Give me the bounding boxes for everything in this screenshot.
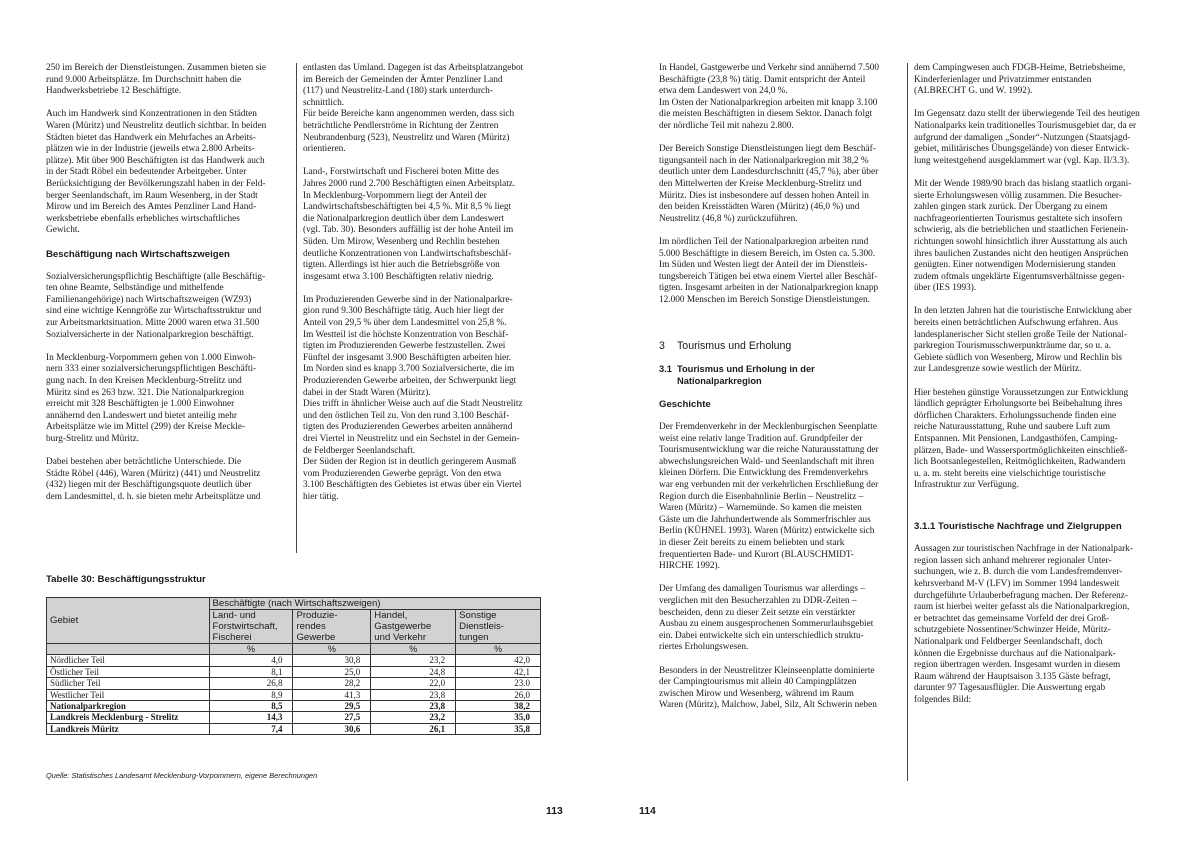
table-cell-value: 30,8 xyxy=(293,655,371,666)
table-super-header: Beschäftigte (nach Wirtschaftszweigen) xyxy=(209,598,540,610)
table-row xyxy=(47,678,541,689)
left-column-2 xyxy=(303,63,545,504)
subsection-number: 3.1 xyxy=(659,364,672,375)
chapter-number: 3 xyxy=(659,340,665,353)
table-cell-value: 24,8 xyxy=(371,666,456,677)
table-cell-value: 35,8 xyxy=(456,723,541,734)
paragraph: Im nördlichen Teil der Nationalparkregion arbeiten rund 5.000 Beschäftigte in diesem Bereich, im Osten ca. 5.300. Im Süden und Westen liegt der Anteil der im Dienstleis- tungsbereich Tätigen bei etwa einem Viertel aller Beschäf- tigten. Insgesamt arbeiten in der Nationalparkregion knapp 12.000 Menschen im Bereich Sonstige Dienstleistungen. xyxy=(659,236,879,305)
table-source-note: Quelle: Statistisches Landesamt Mecklenburg-Vorpommern, eigene Berechnungen xyxy=(46,771,318,780)
paragraph: Auch im Handwerk sind Konzentrationen in den Städten Waren (Müritz) und Neustrelitz deutlich sichtbar. In beiden Städten bietet das Handwerk ein Mehrfaches an Arbeits- plätzen wie in der Industrie (jeweils etwa 2.800 Arbeits- plätze). Mit über 900 Beschäftigten ist das Handwerk auch in der Stadt Röbel ein bedeutender Arbeitgeber. Unter Berücksichtigung der Bevölkerungszahl haben in der Feld- berger Seenlandschaft, im Raum Wesenberg, in der Stadt Mirow und im Bereich des Amtes Penzliner Land Hand- werksbetriebe ebenfalls erhebliches wirtschaftliches Gewicht. xyxy=(46,109,267,236)
table-cell-value: 8,1 xyxy=(209,666,293,677)
table-cell-value: 38,2 xyxy=(456,701,541,712)
section-heading: Beschäftigung nach Wirtschaftszweigen xyxy=(46,248,230,260)
table-row xyxy=(47,655,541,666)
paragraph: dem Campingwesen auch FDGB-Heime, Betriebsheime, Kinderferienlager und Privatzimmer entstanden (ALBRECHT G. und W. 1992). xyxy=(914,63,1126,97)
paragraph: Land-, Forstwirtschaft und Fischerei boten Mitte des Jahres 2000 rund 2.700 Beschäftigten einen Arbeitsplatz. In Mecklenburg-Vorpommern liegt der Anteil der Landwirtschaftsbeschäftigten bei 4,5 %. Mit 8,5 % liegt die Nationalparkregion deutlich über dem Landeswert (vgl. Tab. 30). Besonders auffällig ist der hohe Anteil im Süden. Um Mirow, Wesenberg und Rechlin bestehen deutliche Konzentrationen von Landwirtschaftsbeschäf- tigten. Allerdings ist hier auch die Betriebsgröße von insgesamt etwa 3.100 Beschäftigten relativ niedrig. xyxy=(303,167,516,282)
paragraph: Im Produzierenden Gewerbe sind in der Nationalparkre- gion rund 9.300 Beschäftigte tätig. Auch hier liegt der Anteil von 29,5 % über dem Landesmittel von 25,8 %. Im Westteil ist die höchste Konzentration von Beschäf- tigten im Produzierenden Gewerbe festzustellen. Zwei Fünftel der insgesamt 3.900 Beschäftigten arbeiten hier. Im Norden sind es knapp 3.700 Sozialversicherte, die im Produzierenden Gewerbe arbeiten, der Schwerpunkt liegt dabei in der Stadt Waren (Müritz). Dies trifft in ähnlicher Weise auch auf die Stadt Neustrelitz und den östlichen Teil zu. Von den rund 3.100 Beschäf- tigten des Produzierenden Gewerbes arbeiten annähernd drei Viertel in Neustrelitz und ein Sechstel in der Gemein- de Feldberger Seenlandschaft. Der Süden der Region ist in deutlich geringerem Ausmaß vom Produzierenden Gewerbe geprägt. Von den etwa 3.100 Beschäftigten des Gebietes ist etwas über ein Viertel hier tätig. xyxy=(303,294,523,502)
column-divider xyxy=(296,63,297,553)
table-row xyxy=(47,712,541,723)
table-row xyxy=(47,701,541,712)
table-cell-value: 23,2 xyxy=(371,655,456,666)
table-cell-value: 8,5 xyxy=(209,701,293,712)
paragraph: In den letzten Jahren hat die touristische Entwicklung aber bereits einen beträchtlichen Aufschwung erfahren. Aus landesplanerischer Sicht stellen große Teile der National- parkregion Tourismusschwerpunkträume dar, so u. a. Gebiete südlich von Wesenberg, Mirow und Rechlin bis zur Landesgrenze sowie westlich der Müritz. xyxy=(914,306,1132,375)
table-cell-value: 23.0 xyxy=(456,678,541,689)
paragraph: Der Umfang des damaligen Tourismus war allerdings – verglichen mit den Besucherzahlen zu DDR-Zeiten – bescheiden, denn zu dieser Zeit setzte ein verstärkter Ausbau zu einem ausgesprochenen Sommerurlaubsgebiet ein. Dabei entwickelte sich ein unterschiedlich struktu- riertes Erholungswesen. xyxy=(659,584,874,653)
page-number-right: 114 xyxy=(639,806,656,817)
table-cell-value: 26,8 xyxy=(209,678,293,689)
paragraph: Der Fremdenverkehr in der Mecklenburgischen Seenplatte weist eine relativ lange Tradition auf. Grundpfeiler der Tourismusentwicklung war die reiche Naturausstattung der abwechslungsreichen Wald- und Seenlandschaft mit ihren kleinen Dörfern. Die Entwicklung des Fremdenverkehrs war eng verbunden mit der verkehrlichen Erschließung der Region durch die Eisenbahnlinie Berlin – Neustrelitz – Waren (Müritz) – Warnemünde. So kamen die meisten Gäste um die Jahrhundertwende als Sommerfrischler aus Berlin (KÜHNEL 1993). Waren (Müritz) entwickelte sich in dieser Zeit bereits zu einem beliebten und stark frequentierten Bade- und Kurort (BLAUSCHMIDT- HIRCHE 1992). xyxy=(659,422,879,572)
table-cell-area: Nationalparkregion xyxy=(47,701,210,712)
table-cell-value: 23,8 xyxy=(371,701,456,712)
subsection-title: Tourismus und Erholung in der Nationalparkregion xyxy=(677,364,815,386)
paragraph: Hier bestehen günstige Voraussetzungen zur Entwicklung ländlich geprägter Erholungsorte bei Beibehaltung ihres dörflichen Charakters. Erholungssuchende finden eine reiche Naturausstattung, Ruhe und saubere Luft zum Entspannen. Mit Pensionen, Landgasthöfen, Camping- plätzen, Bade- und Wassersportmöglichkeiten einschließ- lich Bootsanlegestellen, Reitmöglichkeiten, Radwandern u. a. m. steht bereits eine vielschichtige touristische Infrastruktur zur Verfügung. xyxy=(914,387,1129,491)
table-cell-value: 25,0 xyxy=(293,666,371,677)
table-title: Tabelle 30: Beschäftigungsstruktur xyxy=(46,574,206,585)
table-cell-area: Südlicher Teil xyxy=(47,678,210,689)
table-row-header: Gebiet xyxy=(47,598,210,644)
table-row xyxy=(47,689,541,700)
table-cell-area: Westlicher Teil xyxy=(47,689,210,700)
table-cell-area: Östlicher Teil xyxy=(47,666,210,677)
chapter-heading xyxy=(659,340,903,352)
left-column-1 xyxy=(46,63,292,504)
paragraph: Aussagen zur touristischen Nachfrage in der Nationalpark- region lassen sich anhand mehrerer regionaler Unter- suchungen, wie z. B. durch die vom Landesfremdenver- kehrsverband M-V (LFV) im Sommer 1994 landesweit durchgeführte Urlauberbefragung machen. Der Referenz- raum ist hierbei weiter gefasst als die Nationalparkregion, er betrachtet das gemeinsame Vorfeld der drei Groß- schutzgebiete Nossentiner/Schwinzer Heide, Müritz- Nationalpark und Feldberger Seenlandschaft, doch können die Ergebnisse durchaus auf die Nationalpark- region übertragen werden. Insgesamt wurden in diesem Raum während der Hauptsaison 3.135 Gäste befragt, darunter 97 Tagesausflügler. Die Auswertung ergab folgendes Bild: xyxy=(914,544,1133,705)
table-cell-value: 23,8 xyxy=(371,689,456,700)
paragraph: In Handel, Gastgewerbe und Verkehr sind annähernd 7.500 Beschäftigte (23,8 %) tätig. Damit entspricht der Anteil etwa dem Landeswert von 24,0 %. Im Osten der Nationalparkregion arbeiten mit knapp 3.100 die meisten Beschäftigten in diesem Sektor. Danach folgt der nördliche Teil mit nahezu 2.800. xyxy=(659,63,880,131)
table-cell-value: 23,2 xyxy=(371,712,456,723)
paragraph: Mit der Wende 1989/90 brach das bislang staatlich organi- sierte Erholungswesen völlig zusammen. Die Besucher- zahlen gingen stark zurück. Der Übergang zu einem nachfrageorientierten Tourismus gestaltete sich insofern schwierig, als die betrieblichen und staatlichen Ferienein- richtungen sowohl hinsichtlich ihrer Ausstattung als auch ihres baulichen Zustandes nicht den heutigen Ansprüchen genügten. Einer notwendigen Modernisierung standen zudem oftmals ungeklärte Eigentumsverhältnisse gegen- über (IES 1993). xyxy=(914,178,1132,294)
table-row xyxy=(47,666,541,677)
table-cell-value: 29,5 xyxy=(293,701,371,712)
table-cell-value: 42,1 xyxy=(456,666,541,677)
right-column-2 xyxy=(914,63,1162,706)
unit-label: % xyxy=(293,644,371,655)
table-cell-value: 7,4 xyxy=(209,723,293,734)
column-divider xyxy=(907,63,908,781)
paragraph: In Mecklenburg-Vorpommern gehen von 1.000 Einwoh- nern 333 einer sozialversicherungspflichtigen Beschäfti- gung nach. In den Kreisen Mecklenburg-Strelitz und Müritz sind es 263 bzw. 321. Die Nationalparkregion erreicht mit 328 Beschäftigten je 1.000 Einwohner annähernd den Landeswert und bietet anteilig mehr Arbeitsplätze wie im Mittel (299) der Kreise Meckle- burg-Strelitz und Müritz. xyxy=(46,352,257,444)
table-cell-value: 35,0 xyxy=(456,712,541,723)
table-cell-value: 8,9 xyxy=(209,689,293,700)
paragraph: 250 im Bereich der Dienstleistungen. Zusammen bieten sie rund 9.000 Arbeitsplätze. Im Durchschnitt haben die Handwerksbetriebe 12 Beschäftigte. xyxy=(46,63,266,97)
table-column-header: Handel, Gastgewerbe und Verkehr xyxy=(371,610,456,644)
table-cell-area: Nördlicher Teil xyxy=(47,655,210,666)
table-cell-value: 26,1 xyxy=(371,723,456,734)
table-cell-value: 30,6 xyxy=(293,723,371,734)
page-number-left: 113 xyxy=(546,806,563,817)
unit-label: % xyxy=(209,644,293,655)
paragraph: Sozialversicherungspflichtig Beschäftigte (alle Beschäftig- ten ohne Beamte, Selbständige und mithelfende Familienangehörige) nach Wirtschaftszweigen (WZ93) sind eine wichtige Kenngröße zur Wirtschaftsstruktur und zur Arbeitsmarktsituation. Mitte 2000 waren etwa 31.500 Sozialversicherte in der Nationalparkregion beschäftigt. xyxy=(46,271,266,340)
table-cell-value: 22,0 xyxy=(371,678,456,689)
right-column-1 xyxy=(659,63,903,712)
table-cell-value: 27,5 xyxy=(293,712,371,723)
chapter-title: Tourismus und Erholung xyxy=(677,340,792,353)
table-cell-value: 41,3 xyxy=(293,689,371,700)
paragraph: Dabei bestehen aber beträchtliche Unterschiede. Die Städte Röbel (446), Waren (Müritz) (441) und Neustrelitz (432) liegen mit der Beschäftigungsquote deutlich über dem Landesmittel, d. h. sie bieten mehr Arbeitsplätze und xyxy=(46,457,261,502)
table-cell-value: 26,0 xyxy=(456,689,541,700)
unit-label: % xyxy=(371,644,456,655)
paragraph: Im Gegensatz dazu stellt der überwiegende Teil des heutigen Nationalparks kein traditionelles Tourismusgebiet dar, da er aufgrund der damaligen „Sonder“-Nutzungen (Staatsjagd- gebiet, militärisches Übungsgelände) von dieser Entwick- lung weitestgehend ausgeklammert war (vgl. Kap. II/3.3). xyxy=(914,109,1140,166)
table-column-header: Sonstige Dienstleis- tungen xyxy=(456,610,541,644)
section-heading: 3.1.1 Touristische Nachfrage und Zielgruppen xyxy=(914,520,1122,532)
table-cell-value: 28,2 xyxy=(293,678,371,689)
table-column-header: Produzie- rendes Gewerbe xyxy=(293,610,371,644)
table-row xyxy=(47,723,541,734)
paragraph: Der Bereich Sonstige Dienstleistungen liegt dem Beschäf- tigungsanteil nach in der Nationalparkregion mit 38,2 % deutlich unter dem Landesdurchschnitt (45,7 %), aber über den Mittelwerten der Kreise Mecklenburg-Strelitz und Müritz. Dies ist insbesondere auf dessen hohen Anteil in den beiden Kreisstädten Waren (Müritz) (46,0 %) und Neustrelitz (46,8 %) zurückzuführen. xyxy=(659,144,879,224)
table-cell-value: 42,0 xyxy=(456,655,541,666)
table-body xyxy=(47,655,541,735)
table-column-header: Land- und Forstwirtschaft, Fischerei xyxy=(209,610,293,644)
subsection-heading xyxy=(659,364,903,387)
section-heading: Geschichte xyxy=(659,398,711,410)
table-cell-area: Landkreis Müritz xyxy=(47,723,210,734)
table-cell-value: 14,3 xyxy=(209,712,293,723)
table-cell-value: 4,0 xyxy=(209,655,293,666)
paragraph: Besonders in der Neustrelitzer Kleinseenplatte dominierte der Campingtourismus mit allein 40 Campingplätzen zwischen Mirow und Wesenberg, während im Raum Waren (Müritz), Malchow, Jabel, Silz, Alt Schwerin neben xyxy=(659,665,877,711)
table-cell-area: Landkreis Mecklenburg - Strelitz xyxy=(47,712,210,723)
paragraph: entlasten das Umland. Dagegen ist das Arbeitsplatzangebot im Bereich der Gemeinden der Ämter Penzliner Land (117) und Neustrelitz-Land (180) stark unterdurch- schnittlich. Für beide Bereiche kann angenommen werden, dass sich beträchtliche Pendlerströme in Richtung der Zentren Neubrandenburg (523), Neustrelitz und Waren (Müritz) orientieren. xyxy=(303,63,524,155)
unit-label: % xyxy=(456,644,541,655)
employment-structure-table xyxy=(46,597,541,735)
